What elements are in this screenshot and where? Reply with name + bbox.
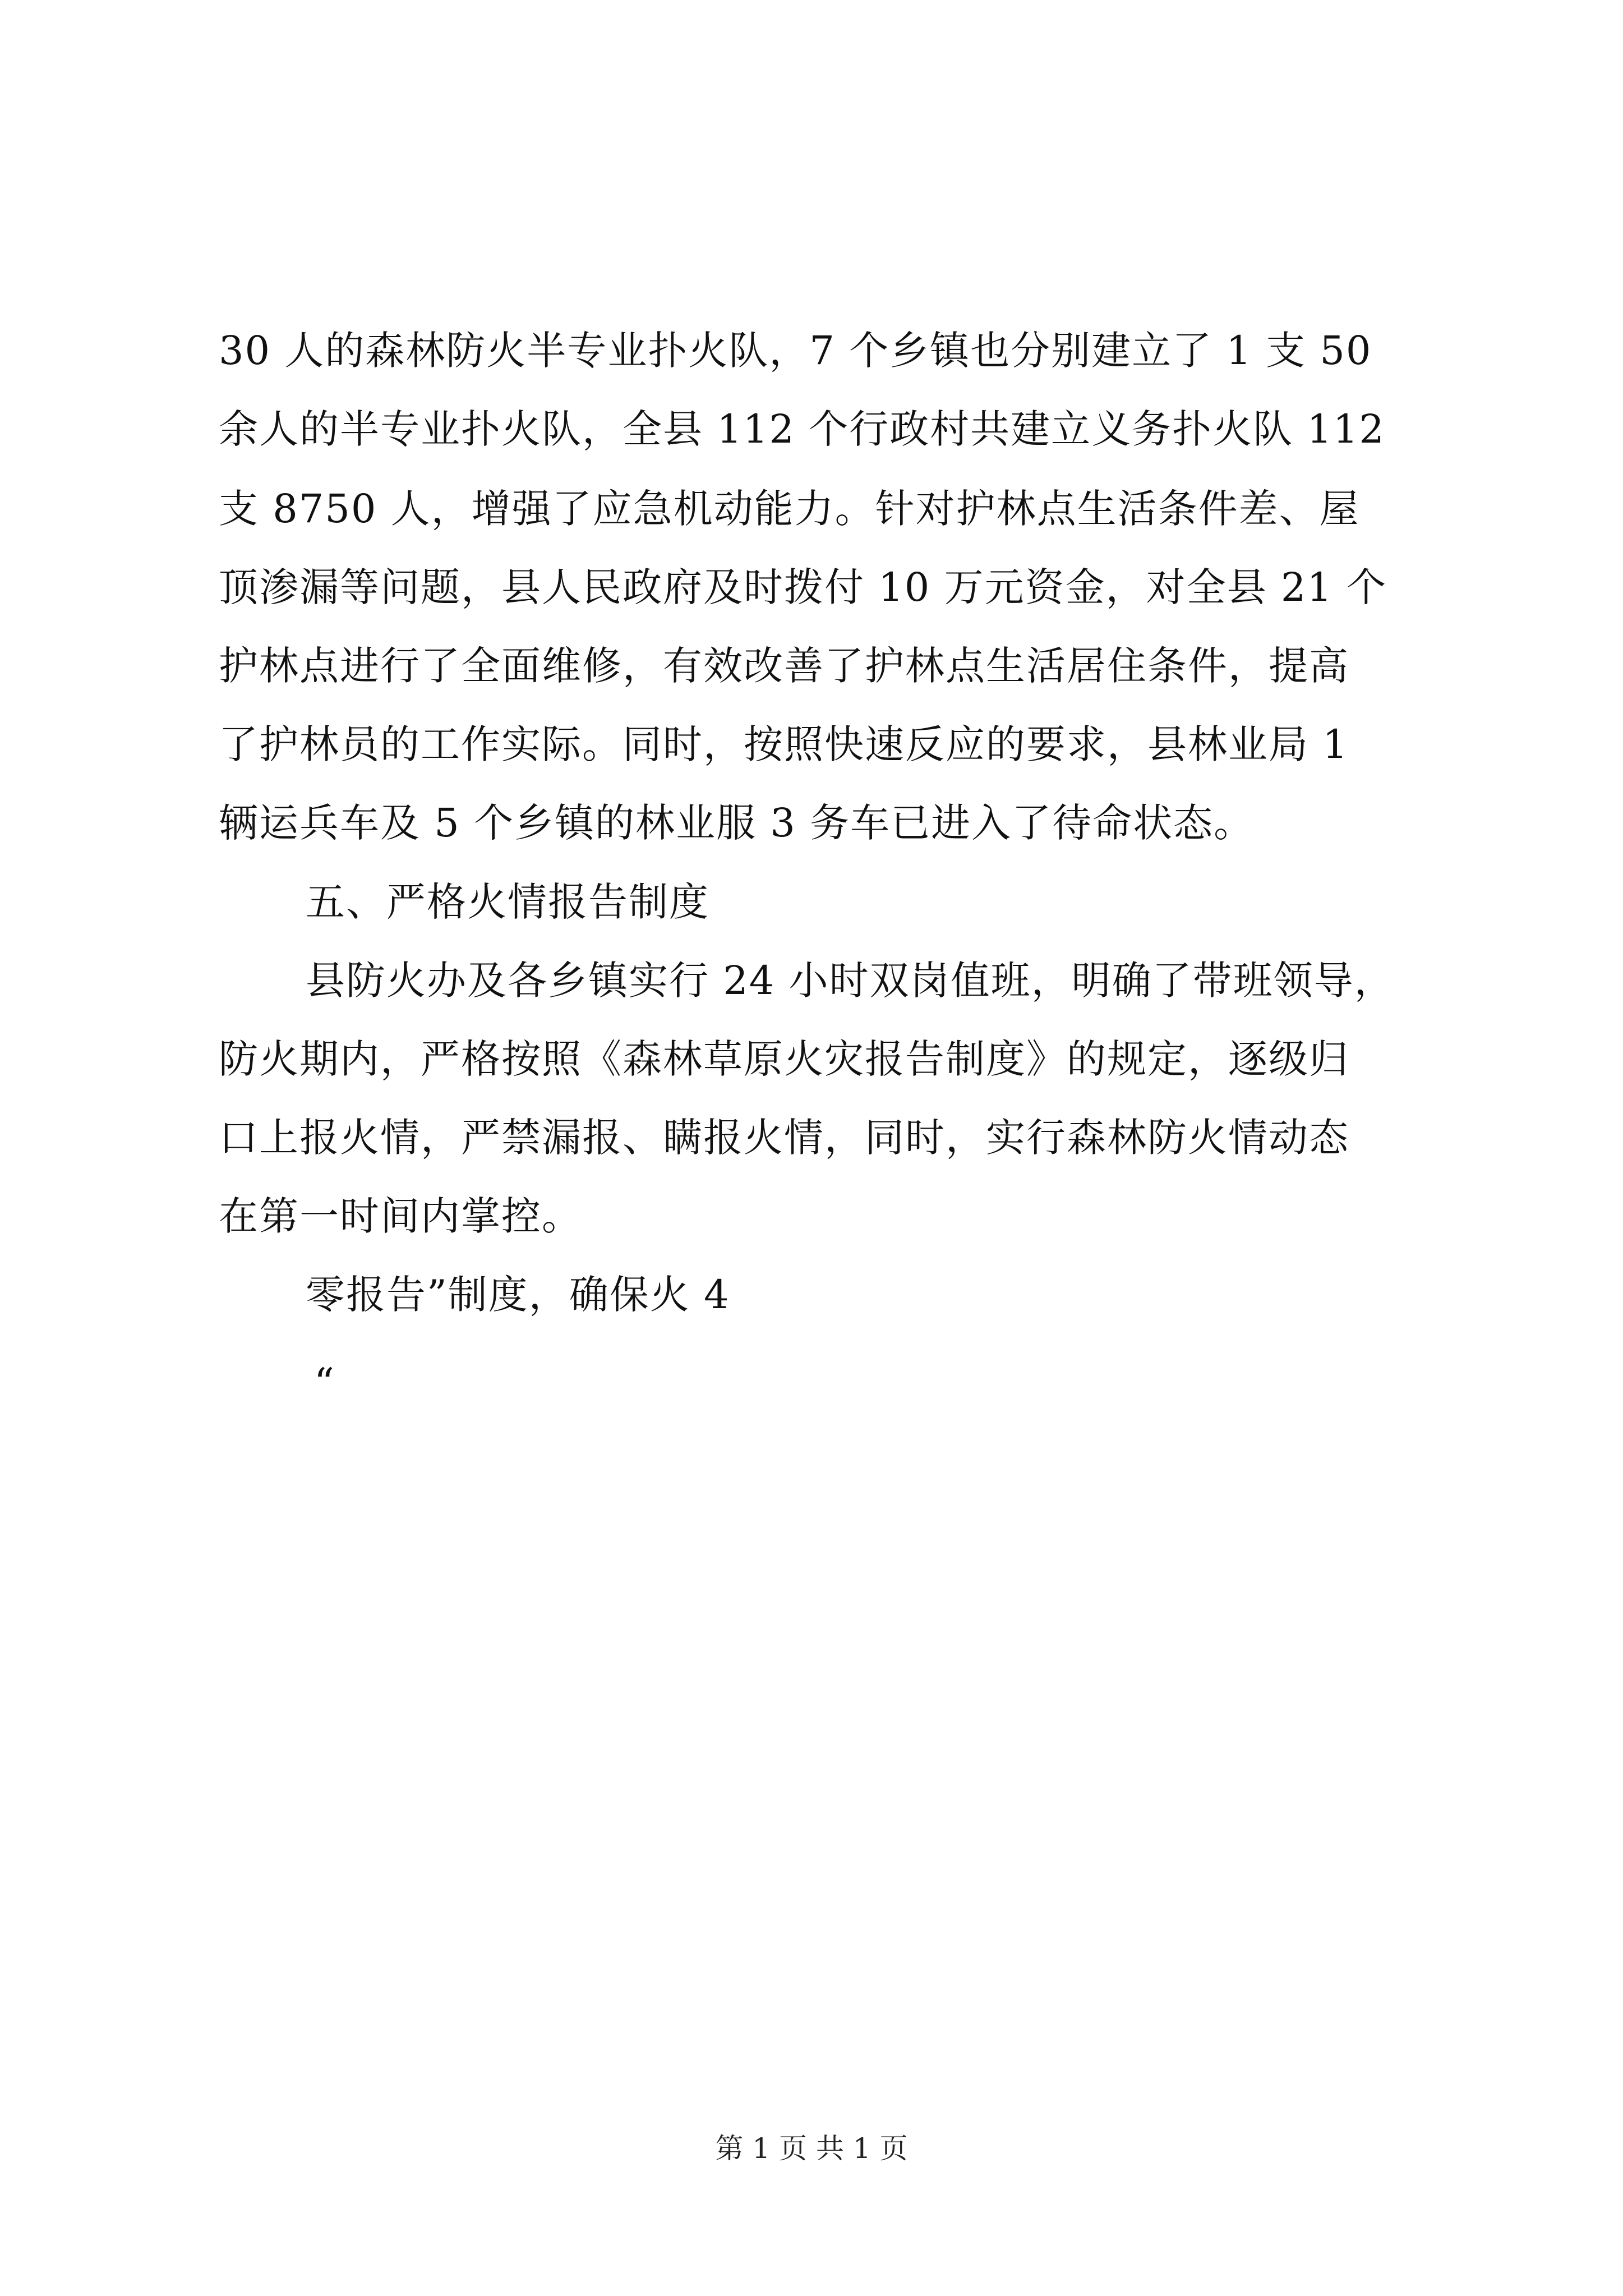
paragraph-1-line-5: 护林点进行了全面维修，有效改善了护林点生活居住条件，提高 [219, 643, 1349, 689]
paragraph-2-line-3: 口上报火情，严禁漏报、瞒报火情，同时，实行森林防火情动态 [219, 1115, 1349, 1161]
paragraph-1-line-7: 辆运兵车及 5 个乡镇的林业服 3 务车已进入了待命状态。 [219, 800, 1255, 846]
section-heading: 五、严格火情报告制度 [306, 879, 709, 925]
paragraph-1-line-2: 余人的半专业扑火队，全县 112 个行政村共建立义务扑火队 112 [219, 406, 1385, 452]
paragraph-2-line-1: 县防火办及各乡镇实行 24 小时双岗值班，明确了带班领导， [306, 958, 1395, 1004]
paragraph-1-line-3: 支 8750 人，增强了应急机动能力。针对护林点生活条件差、屋 [219, 486, 1360, 532]
paragraph-2-line-4: 在第一时间内掌控。 [219, 1193, 582, 1239]
stray-quote-mark: “ [314, 1360, 334, 1406]
paragraph-1-line-6: 了护林员的工作实际。同时，按照快速反应的要求，县林业局 1 [219, 721, 1349, 767]
paragraph-1-line-4: 顶渗漏等问题，县人民政府及时拨付 10 万元资金，对全县 21 个 [219, 564, 1387, 610]
paragraph-1-line-1: 30 人的森林防火半专业扑火队，7 个乡镇也分别建立了 1 支 50 [219, 328, 1372, 374]
page-footer: 第 1 页 共 1 页 [715, 2132, 908, 2165]
paragraph-2-line-2: 防火期内，严格按照《森林草原火灾报告制度》的规定，逐级归 [219, 1036, 1349, 1082]
fragment-line: 零报告”制度，确保火 4 [306, 1272, 730, 1318]
